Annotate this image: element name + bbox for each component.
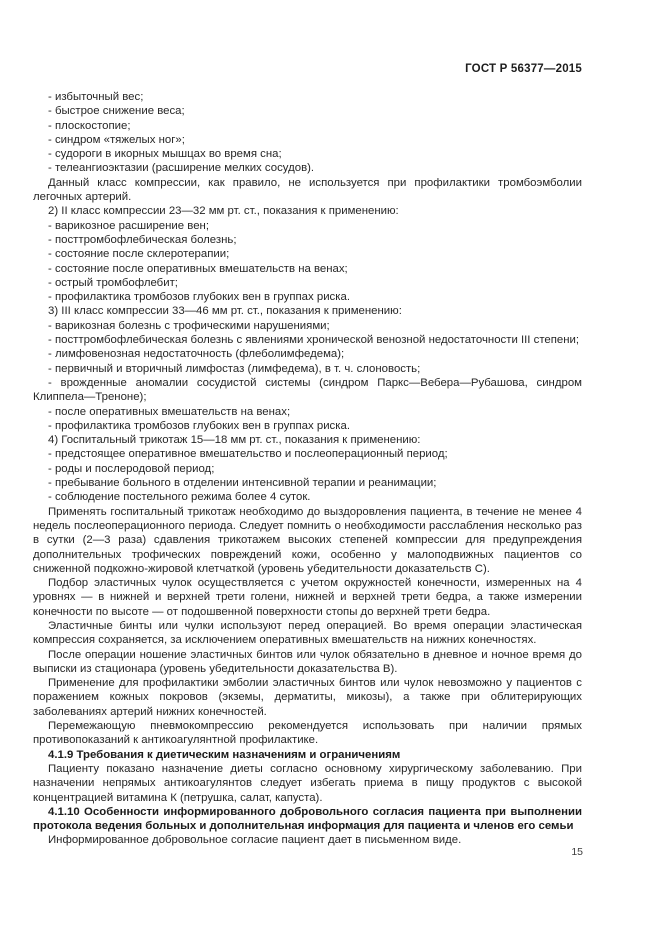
list-item: - предстоящее оперативное вмешательство и послеоперационный период; bbox=[48, 448, 448, 461]
paragraph: Перемежающую пневмокомпрессию рекомендуется использовать при наличии прямых противопоказаний к антикоагулянтной профилактике. bbox=[33, 720, 582, 747]
page-footer bbox=[33, 846, 583, 858]
list-item: - состояние после оперативных вмешательств на венах; bbox=[48, 262, 348, 275]
list-item: - телеангиоэктазии (расширение мелких сосудов). bbox=[48, 162, 315, 175]
numbered-item: 4) Госпитальный трикотаж 15—18 мм рт. ст., показания к применению: bbox=[48, 434, 421, 447]
section-heading: 4.1.10 Особенности информированного добровольного согласия пациента при выполнении протокола ведения больных и дополнительная информация для пациента и членов его семьи bbox=[33, 805, 582, 833]
list-item: - лимфовенозная недостаточность (флеболимфедема); bbox=[48, 348, 345, 361]
paragraph: Пациенту показано назначение диеты согласно основному хирургическому заболеванию. При назначении непрямых антикоагулянтов следует избегать приема в пищу продуктов с высокой концентрацией витамина К (петрушка, салат, капуста). bbox=[33, 762, 582, 804]
list-item: - варикозное расширение вен; bbox=[48, 219, 209, 232]
list-item: - посттромбофлебическая болезнь с явлениями хронической венозной недостаточности III степени; bbox=[48, 334, 580, 347]
paragraph: Применение для профилактики эмболии эластичных бинтов или чулок невозможно у пациентов с поражением кожных покровов (экземы, дерматиты, микозы), а также при облитерирующих заболеваниях артерий нижних конечностей. bbox=[33, 677, 582, 718]
paragraph: После операции ношение эластичных бинтов или чулок обязательно в дневное и ночное время до выписки из стационара (уровень убедительности доказательства В). bbox=[33, 648, 582, 675]
list-item: - роды и послеродовой период; bbox=[48, 462, 215, 475]
document-code: ГОСТ Р 56377—2015 bbox=[465, 63, 582, 75]
numbered-item: 2) II класс компрессии 23—32 мм рт. ст., показания к применению: bbox=[48, 205, 399, 218]
paragraph: Данный класс компрессии, как правило, не используется при профилактики тромбоэмболии легочных артерий. bbox=[33, 176, 582, 204]
list-item: - варикозная болезнь с трофическими нарушениями; bbox=[48, 319, 330, 332]
list-item: - судороги в икорных мышцах во время сна; bbox=[48, 148, 282, 161]
list-item: - острый тромбофлебит; bbox=[48, 276, 178, 289]
list-item: - пребывание больного в отделении интенсивной терапии и реанимации; bbox=[48, 477, 437, 490]
numbered-item: 3) III класс компрессии 33—46 мм рт. ст., показания к применению: bbox=[48, 305, 402, 318]
list-item: - врожденные аномалии сосудистой системы (синдром Паркс—Вебера—Рубашова, синдром Клиппела—Треноне); bbox=[33, 376, 582, 404]
list-item: - посттромбофлебическая болезнь; bbox=[48, 233, 237, 246]
section-heading: 4.1.9 Требования к диетическим назначениям и ограничениям bbox=[48, 748, 401, 761]
list-item: - быстрое снижение веса; bbox=[48, 105, 185, 118]
paragraph: Подбор эластичных чулок осуществляется с учетом окружностей конечности, измеренных на 4 уровнях — в нижней и верхней трети голени, нижней и верхней трети бедра, а также измерении конечности по высоте — от подошвенной поверхности стопы до верхней трети бедра. bbox=[33, 577, 582, 618]
paragraph: Применять госпитальный трикотаж необходимо до выздоровления пациента, в течение не менее 4 недель послеоперационного периода. Следует помнить о необходимости расслабления несколько раз в сутки (2—3 раза) сдавления трикотажем высоких степеней компрессии для предупреждения дополнительных трофических повреждений кожи, особенно у малоподвижных пациентов со сниженной подкожно-жировой клетчаткой (уровень убедительности доказательств С). bbox=[33, 505, 582, 575]
list-item: - профилактика тромбозов глубоких вен в группах риска. bbox=[48, 291, 350, 304]
page-number: 15 bbox=[571, 846, 583, 858]
list-item: - плоскостопие; bbox=[48, 119, 131, 132]
page-header bbox=[33, 63, 582, 75]
paragraph: Информированное добровольное согласие пациент дает в письменном виде. bbox=[48, 834, 462, 847]
list-item: - синдром «тяжелых ног»; bbox=[48, 133, 185, 146]
document-body bbox=[33, 90, 582, 848]
list-item: - первичный и вторичный лимфостаз (лимфедема), в т. ч. слоновость; bbox=[48, 362, 421, 375]
list-item: - после оперативных вмешательств на венах; bbox=[48, 405, 291, 418]
list-item: - состояние после склеротерапии; bbox=[48, 248, 230, 261]
list-item: - профилактика тромбозов глубоких вен в группах риска. bbox=[48, 419, 350, 432]
paragraph: Эластичные бинты или чулки используют перед операцией. Во время операции эластическая компрессия сохраняется, за исключением оперативных вмешательств на нижних конечностях. bbox=[33, 619, 582, 647]
list-item: - соблюдение постельного режима более 4 суток. bbox=[48, 491, 311, 504]
list-item: - избыточный вес; bbox=[48, 91, 144, 103]
